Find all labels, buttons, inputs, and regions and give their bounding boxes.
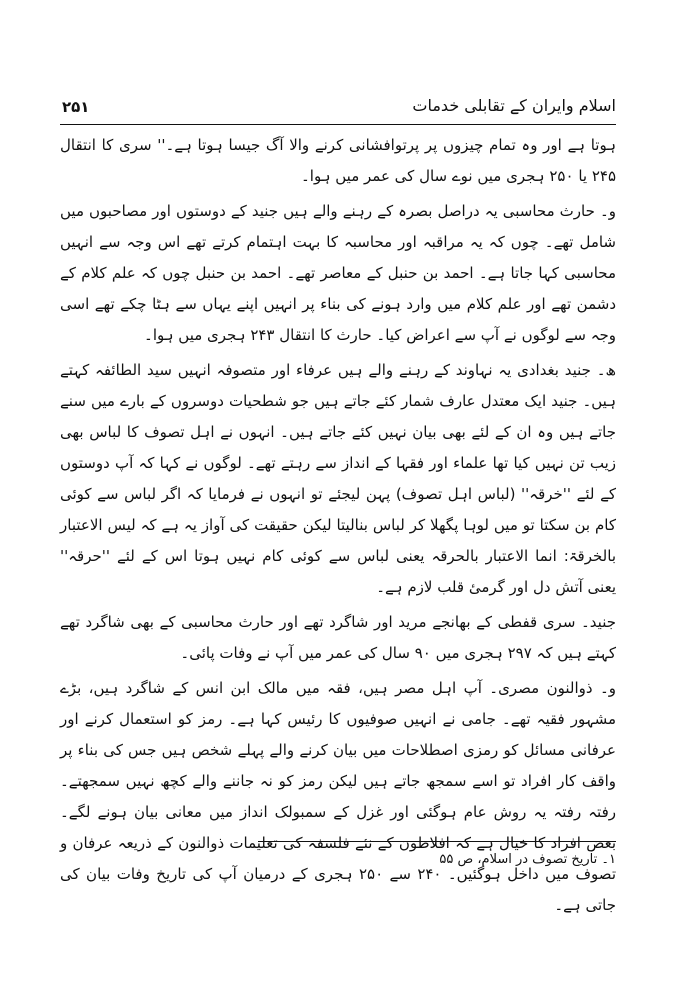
footnote: ۱۔ تاریخ تصوف در اسلام، ص ۵۵ bbox=[439, 852, 616, 867]
footnote-divider bbox=[258, 841, 616, 842]
page-number: ۲۵۱ bbox=[62, 98, 90, 116]
paragraph-junaid-teachers: جنید۔ سری قفطی کے بھانجے مرید اور شاگرد تھے اور حارث محاسبی کے بھی شاگرد تھے کہتے ہیں کہ ۲۹۷ ہجری میں ۹۰ سال کی عمر میں آپ نے وفات پائی۔ bbox=[60, 613, 616, 662]
page-header bbox=[60, 92, 616, 125]
paragraph-dhul-nun-misri: و۔ ذوالنون مصری۔ آپ اہل مصر ہیں، فقہ میں مالک ابن انس کے شاگرد ہیں، بڑے مشہور فقیہ تھے۔ جامی نے انہیں صوفیوں کا رئیس کہا ہے۔ رمز کو استعمال کرنے اور عرفانی مسائل کو رمزی اصطلاحات میں بیان کرنے والے پہلے شخص ہیں جس کی بناء پر واقف کار افراد تو اسے سمجھ جاتے ہیں لیکن رمز کو نہ جاننے والے کچھ نہیں سمجھتے۔ رفتہ رفتہ یہ روش عام ہوگئی اور غزل کے سمبولک انداز میں معانی بیان ہونے لگے۔ بعض افراد کا خیال ہے کہ افلاطون کے نئے فلسفہ کی تعلیمات ذوالنون کے ذریعہ عرفان و تصوف میں داخل ہوگئیں۔ ۲۴۰ سے ۲۵۰ ہجری کے درمیان آپ کی تاریخ وفات بیان کی جاتی ہے۔ bbox=[60, 679, 616, 914]
paragraph-junaid-baghdadi: ھ۔ جنید بغدادی یہ نہاوند کے رہنے والے ہیں عرفاء اور متصوفہ انہیں سید الطائفہ کہتے ہیں۔ جنید ایک معتدل عارف شمار کئے جاتے ہیں جو شطحیات دوسروں کے بارے میں سنے جاتے ہیں وہ ان کے لئے بھی بیان نہیں کئے جاتے ہیں۔ انہوں نے اہل تصوف کا لباس بھی زیب تن نہیں کیا تھا علماء اور فقہا کے انداز سے رہتے تھے۔ لوگوں نے کہا کہ آپ دوستوں کے لئے ''خرقہ'' (لباس اہل تصوف) پہن لیجئے تو انہوں نے فرمایا کہ اگر لباس سے کوئی کام بن سکتا تو میں لوہا پگھلا کر لباس بنالیتا لیکن حقیقت کی آواز یہ ہے کہ لیس الاعتبار بالخرقۃ: انما الاعتبار بالحرقہ یعنی لباس سے کوئی کام نہیں ہوتا اس کے لئے ''حرقہ'' یعنی آتش دل اور گرمیٔ قلب لازم ہے۔ bbox=[60, 361, 616, 596]
paragraph-harith-muhasibi: و۔ حارث محاسبی یہ دراصل بصرہ کے رہنے والے ہیں جنید کے دوستوں اور مصاحبوں میں شامل تھے۔ چوں کہ یہ مراقبہ اور محاسبہ کا بہت اہتمام کرتے تھے اس وجہ سے انہیں محاسبی کہا جاتا ہے۔ احمد بن حنبل کے معاصر تھے۔ احمد بن حنبل چوں کہ علم کلام کے دشمن تھے اور علم کلام میں وارد ہونے کی بناء پر انہیں اپنے یہاں سے ہٹا چکے تھے اسی وجہ سے لوگوں نے آپ سے اعراض کیا۔ حارث کا انتقال ۲۴۳ ہجری میں ہوا۔ bbox=[60, 202, 616, 344]
body-text bbox=[60, 130, 616, 925]
paragraph-sari-death: ہوتا ہے اور وہ تمام چیزوں پر پرتوافشانی کرنے والا آگ جیسا ہوتا ہے۔'' سری کا انتقال ۲۴۵ یا ۲۵۰ ہجری میں نوے سال کی عمر میں ہوا۔ bbox=[60, 136, 616, 185]
running-title: اسلام وایران کے تقابلی خدمات bbox=[412, 96, 616, 115]
